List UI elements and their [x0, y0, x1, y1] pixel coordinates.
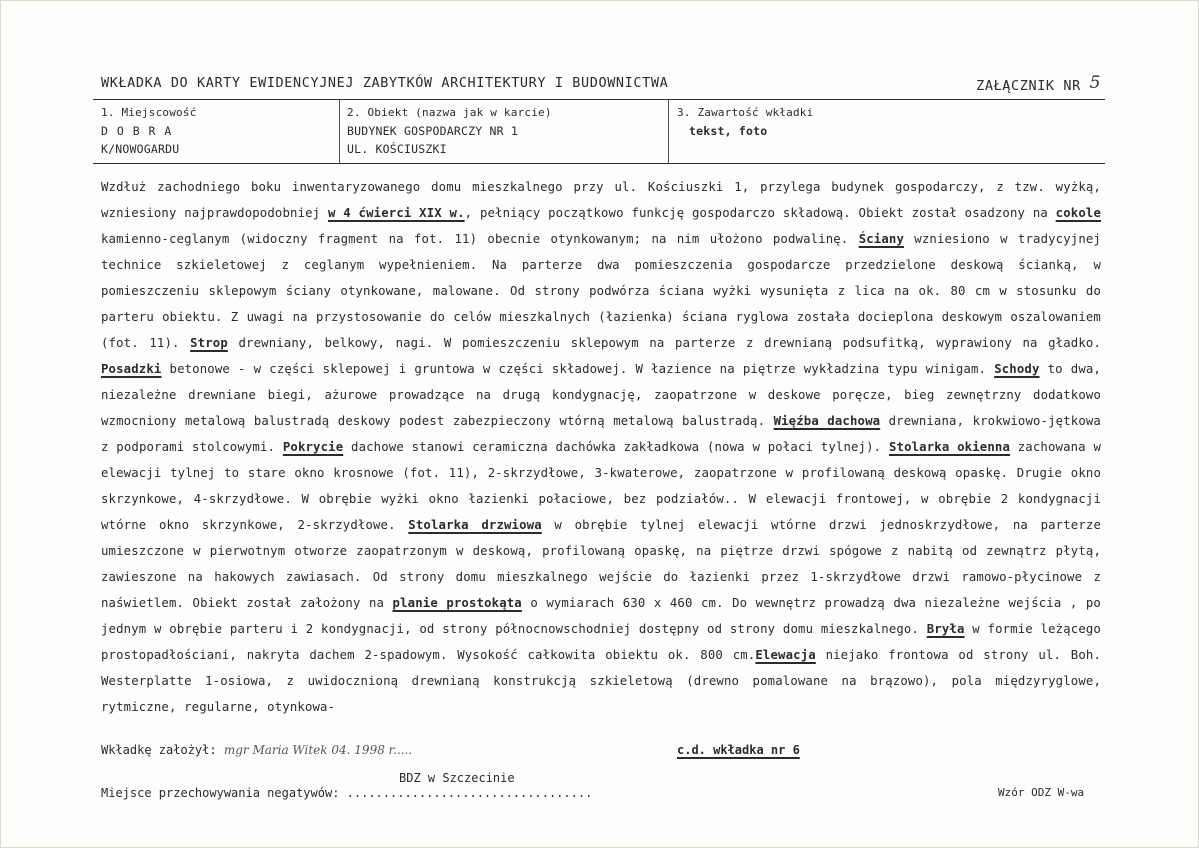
underlined-heading: Stolarka drzwiowa	[408, 518, 542, 532]
underlined-heading: cokole	[1055, 206, 1101, 220]
column-divider-1	[339, 100, 340, 163]
form-header	[101, 73, 1101, 94]
negatives-storage	[101, 786, 592, 800]
description-text	[101, 174, 1101, 720]
text-segment: to dwa, niezależne drewniane biegi, ażurowe prowadzące na drugą kondygnację, zaopatrzone w deskowe poręcze, bieg zewnętrzny dodatkowo wzmocniony metalową balustradą deskowy podest zabezpieczony wtórną metalową balustradą.	[101, 362, 1101, 428]
place-suffix: K/NOWOGARDU	[101, 142, 180, 156]
object-name: BUDYNEK GOSPODARCZY NR 1	[347, 124, 518, 138]
underlined-heading: Bryła	[926, 622, 965, 636]
prepared-label: Wkładkę założył:	[101, 743, 217, 757]
place-label: 1. Miejscowość	[101, 106, 197, 119]
negatives-dots: ..................................	[346, 786, 593, 800]
continued-note: c.d. wkładka nr 6	[677, 743, 800, 757]
column-divider-2	[668, 100, 669, 163]
text-segment: w obrębie tylnej elewacji wtórne drzwi jednoskrzydłowe, na parterze umieszczone w pierwotnym otworze zaopatrzonym w deskową, profilowaną opaskę, na piętrze drzwi spógowe z nabitą od zewnątrz płytą, zawieszone na hakowych zawiasach. Od strony domu mieszkalnego wejście do łazienki przez 1-skrzydłowe drzwi ramowo-płycinowe z naświetlem. Obiekt został założony na	[101, 518, 1101, 610]
attachment-number-value: 5	[1089, 73, 1101, 93]
text-segment: zachowana w elewacji tylnej to stare okno krosnowe (fot. 11), 2-skrzydłowe, 3-kwaterowe, zaopatrzone w profilowaną deskową opaskę. Drugie okno skrzynkowe, 4-skrzydłowe. W obrębie wyżki okno łazienki połaciowe, bez podziałów.. W elewacji frontowej, w obrębie 2 kondygnacji wtórne okno skrzynkowe, 2-skrzydłowe.	[101, 440, 1102, 532]
text-segment: w formie leżącego prostopadłościani, nakryta dachem 2-spadowym. Wysokość całkowita obiektu ok. 800 cm.	[101, 622, 1101, 662]
object-address: UL. KOŚCIUSZKI	[347, 142, 447, 156]
text-segment: niejako frontowa od strony ul. Boh. Westerplatte 1-osiowa, z uwidocznioną drewnianą konstrukcją szkieletową (drewno pomalowane na brązowo), pola międzyryglowe, rytmiczne, regularne, otynkowa-	[101, 648, 1101, 714]
underlined-heading: w 4 ćwierci XIX w.	[327, 206, 465, 220]
text-segment: drewniana, krokwiowo-jętkowa z podporami stolcowymi.	[101, 414, 1101, 454]
attachment-number	[976, 75, 1101, 95]
prepared-signature: mgr Maria Witek 04. 1998 r.....	[223, 743, 413, 757]
underlined-heading: Ściany	[858, 232, 905, 246]
text-segment: Wzdłuż zachodniego boku inwentaryzowanego domu mieszkalnego przy ul. Kościuszki 1, przylega budynek gospodarczy, z tzw. wyżką, wzniesiony najprawdopodobniej	[101, 180, 1101, 220]
top-rule	[93, 99, 1105, 100]
object-cell	[347, 104, 552, 158]
underlined-heading: Stolarka okienna	[888, 440, 1011, 454]
underlined-heading: Więźba dachowa	[773, 414, 881, 428]
text-segment: kamienno-ceglanym (widoczny fragment na fot. 11) obecnie otynkowanym; na nim ułożono podwalinę.	[101, 232, 859, 246]
place-name: D O B R A	[101, 124, 173, 138]
content-cell	[677, 104, 813, 140]
text-segment: drewniany, belkowy, nagi. W pomieszczeniu sklepowym na parterze z drewnianą podsufitką, wyprawiony na gładko.	[227, 336, 1101, 350]
underlined-heading: Elewacja	[755, 648, 816, 662]
content-label: 3. Zawartość wkładki	[677, 106, 814, 119]
content-value: tekst, foto	[689, 124, 768, 138]
storage-place: BDZ w Szczecinie	[399, 771, 515, 785]
template-note: Wzór ODZ W-wa	[998, 786, 1085, 799]
text-segment: , pełniący początkowo funkcję gospodarczo składową. Obiekt został osadzony na	[464, 206, 1056, 220]
underlined-heading: Posadzki	[101, 362, 162, 376]
text-segment: o wymiarach 630 x 460 cm. Do wewnętrz prowadzą dwa niezależne wejścia , po jednym w obrębie parteru i 2 kondygnacji, od strony północnowschodniej dostępny od strony domu mieszkalnego.	[101, 596, 1101, 636]
place-cell	[101, 104, 197, 158]
underlined-heading: Schody	[994, 362, 1040, 376]
object-label: 2. Obiekt (nazwa jak w karcie)	[347, 106, 552, 119]
negatives-label: Miejsce przechowywania negatywów:	[101, 786, 340, 800]
text-segment: wzniesiono w tradycyjnej technice szkieletowej z ceglanym wypełnieniem. Na parterze dwa pomieszczenia gospodarcze przedzielone deskową ścianką, w pomieszczeniu sklepowym ściany otynkowane, malowane. Od strony podwórza ściana wyżki wysunięta z lica na ok. 80 cm w stosunku do parteru obiektu. Z uwagi na przystosowanie do celów mieszkalnych (łazienka) ściana ryglowa została docieplona deskowym oszalowaniem (fot. 11).	[101, 232, 1101, 350]
underlined-heading: Strop	[190, 336, 228, 350]
text-segment: betonowe - w części sklepowej i gruntowa w części składowej. W łazience na piętrze wykładzina typu winigam.	[161, 362, 995, 376]
attachment-label: ZAŁĄCZNIK NR	[976, 78, 1081, 94]
underlined-heading: planie prostokąta	[392, 596, 522, 610]
header-bottom-rule	[93, 163, 1105, 164]
text-segment: dachowe stanowi ceramiczna dachówka zakładkowa (nowa w połaci tylnej).	[343, 440, 889, 454]
underlined-heading: Pokrycie	[282, 440, 344, 454]
prepared-by	[101, 743, 412, 757]
form-title: WKŁADKA DO KARTY EWIDENCYJNEJ ZABYTKÓW ARCHITEKTURY I BUDOWNICTWA	[101, 75, 669, 91]
